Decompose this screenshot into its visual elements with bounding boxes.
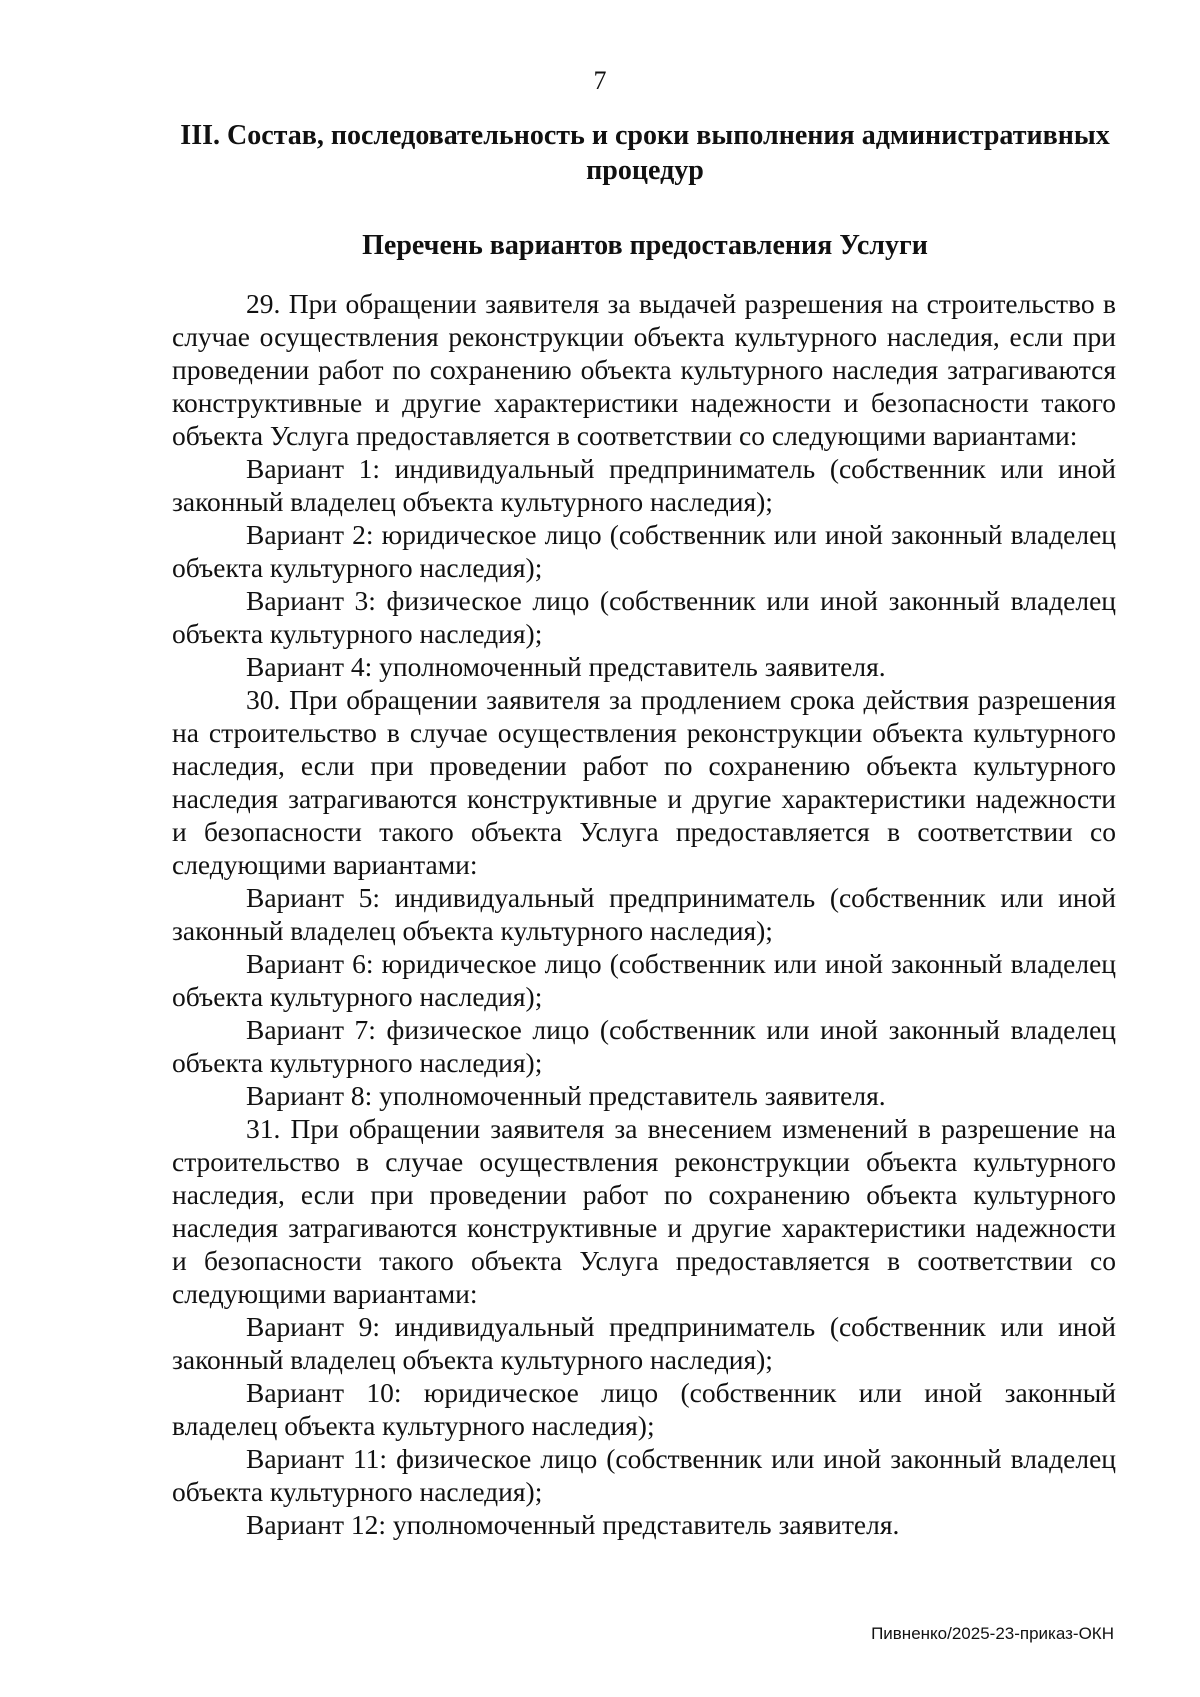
variant-2: Вариант 2: юридическое лицо (собственник или иной законный владелец объекта культурного наследия); (172, 519, 1116, 583)
page-number: 7 (593, 66, 607, 95)
subsection-title: Перечень вариантов предоставления Услуги (362, 230, 928, 261)
paragraph-31: 31. При обращении заявителя за внесением изменений в разрешение на строительство в случае осуществления реконструкции объекта культурного наследия, если при проведении работ по сохранению объекта культурного наследия затрагиваются конструктивные и другие характеристики надежности и безопасности такого объекта Услуга предоставляется в соответствии со следующими вариантами: (172, 1113, 1116, 1309)
variant-9: Вариант 9: индивидуальный предприниматель (собственник или иной законный владелец объекта культурного наследия); (172, 1311, 1116, 1375)
variant-10: Вариант 10: юридическое лицо (собственник или иной законный владелец объекта культурного наследия); (172, 1377, 1116, 1441)
paragraph-30: 30. При обращении заявителя за продлением срока действия разрешения на строительство в случае осуществления реконструкции объекта культурного наследия, если при проведении работ по сохранению объекта культурного наследия затрагиваются конструктивные и другие характеристики надежности и безопасности такого объекта Услуга предоставляется в соответствии со следующими вариантами: (172, 684, 1116, 880)
variant-6: Вариант 6: юридическое лицо (собственник или иной законный владелец объекта культурного наследия); (172, 948, 1116, 1012)
paragraph-29: 29. При обращении заявителя за выдачей разрешения на строительство в случае осуществления реконструкции объекта культурного наследия, если при проведении работ по сохранению объекта культурного наследия затрагиваются конструктивные и другие характеристики надежности и безопасности такого объекта Услуга предоставляется в соответствии со следующими вариантами: (172, 288, 1116, 451)
variant-12: Вариант 12: уполномоченный представитель заявителя. (246, 1509, 900, 1540)
variant-8: Вариант 8: уполномоченный представитель заявителя. (246, 1080, 886, 1111)
section-title: III. Состав, последовательность и сроки выполнения административных процедур (180, 120, 1110, 186)
variant-5: Вариант 5: индивидуальный предприниматель (собственник или иной законный владелец объекта культурного наследия); (172, 882, 1116, 946)
footer-document-code: Пивненко/2025-23-приказ-ОКН (871, 1624, 1114, 1643)
document-body (172, 287, 1116, 1541)
variant-7: Вариант 7: физическое лицо (собственник или иной законный владелец объекта культурного наследия); (172, 1014, 1116, 1078)
variant-1: Вариант 1: индивидуальный предприниматель (собственник или иной законный владелец объекта культурного наследия); (172, 453, 1116, 517)
variant-4: Вариант 4: уполномоченный представитель заявителя. (246, 651, 886, 682)
variant-11: Вариант 11: физическое лицо (собственник или иной законный владелец объекта культурного наследия); (172, 1443, 1116, 1507)
variant-3: Вариант 3: физическое лицо (собственник или иной законный владелец объекта культурного наследия); (172, 585, 1116, 649)
